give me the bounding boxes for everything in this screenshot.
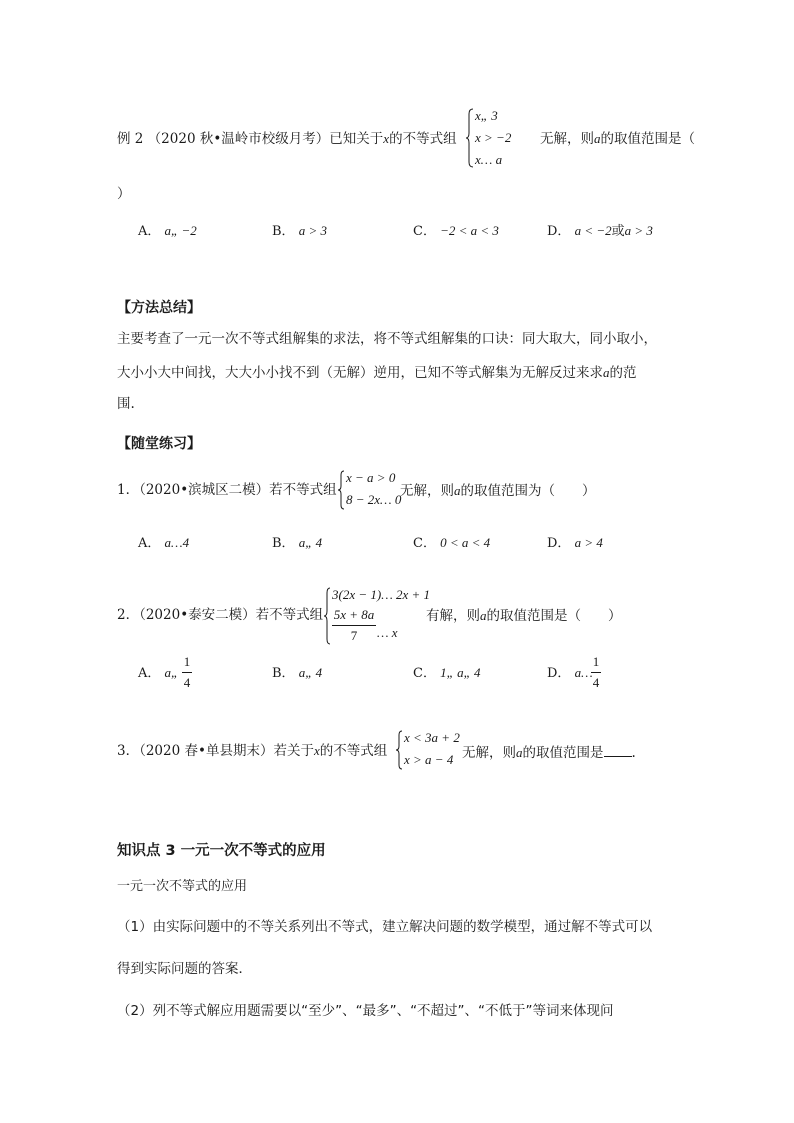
q1-option-c: C． 0 < a < 4 bbox=[413, 535, 491, 551]
example2-system: x„ 3 x > −2 x… a bbox=[466, 108, 536, 168]
knowledge3-p1-line1: （1）由实际问题中的不等关系列出不等式，建立解决问题的数学模型，通过解不等式可以 bbox=[117, 919, 653, 935]
practice-heading: 【随堂练习】 bbox=[117, 436, 201, 452]
q2-option-d: D． a… bbox=[547, 665, 593, 681]
knowledge3-subtitle: 一元一次不等式的应用 bbox=[117, 879, 248, 894]
q2-stem: 2．（2020•泰安二模）若不等式组 bbox=[117, 607, 324, 623]
q2-option-d-fraction: 1 4 bbox=[592, 654, 600, 690]
knowledge3-heading: 知识点 3 一元一次不等式的应用 bbox=[117, 843, 326, 859]
knowledge3-p2-line1: （2）列不等式解应用题需要以“至少”、“最多”、“不超过”、“不低于”等词来体现问 bbox=[117, 1003, 614, 1019]
q2-option-b: B． a„ 4 bbox=[272, 665, 323, 681]
example2-option-b: B． a > 3 bbox=[272, 223, 327, 239]
method-summary-line3: 围. bbox=[117, 396, 135, 412]
q1-system: x − a > 0 8 − 2x… 0 bbox=[338, 470, 400, 510]
q1-stem-tail: 无解，则a的取值范围为（ ） bbox=[400, 483, 596, 499]
q1-option-a: A． a…4 bbox=[138, 535, 190, 551]
example2-stem-tail: 无解，则a的取值范围是（ bbox=[540, 131, 695, 147]
brace-icon bbox=[338, 470, 345, 510]
q2-fraction: 5x + 8a 7 bbox=[333, 607, 375, 643]
method-summary-line2: 大小小大中间找，大大小小找不到（无解）逆用，已知不等式解集为无解反过来求a的范 bbox=[117, 365, 637, 381]
example2-option-c: C． −2 < a < 3 bbox=[413, 223, 499, 239]
q2-option-a: A． a„ bbox=[138, 665, 179, 681]
method-summary-heading: 【方法总结】 bbox=[117, 300, 201, 316]
q1-option-d: D． a > 4 bbox=[547, 535, 603, 551]
brace-icon bbox=[396, 730, 403, 770]
method-summary-line1: 主要考查了一元一次不等式组解集的求法，将不等式组解集的口诀：同大取大，同小取小， bbox=[117, 331, 657, 347]
example2-stem: 例 2 （2020 秋•温岭市校级月考）已知关于x的不等式组 bbox=[117, 131, 457, 147]
q3-system: x < 3a + 2 x > a − 4 bbox=[396, 730, 460, 770]
q2-option-c: C． 1„ a„ 4 bbox=[413, 665, 481, 681]
answer-blank[interactable] bbox=[604, 744, 632, 757]
q2-system: 3(2x − 1)… 2x + 1 5x + 8a 7 … x bbox=[324, 587, 424, 645]
q2-option-a-fraction: 1 4 bbox=[183, 654, 191, 690]
knowledge3-p1-line2: 得到实际问题的答案． bbox=[117, 961, 252, 977]
q3-stem-tail: 无解，则a的取值范围是 . bbox=[462, 745, 636, 761]
example2-close-paren: ） bbox=[117, 186, 131, 202]
q3-stem: 3．（2020 春•单县期末）若关于x的不等式组 bbox=[117, 743, 388, 759]
q1-stem: 1．（2020•滨城区二模）若不等式组 bbox=[117, 482, 337, 498]
brace-icon bbox=[324, 587, 331, 645]
example2-option-d: D． a < −2或a > 3 bbox=[547, 223, 653, 239]
q2-stem-tail: 有解，则a的取值范围是（ ） bbox=[426, 608, 622, 624]
q1-option-b: B． a„ 4 bbox=[272, 535, 323, 551]
brace-icon bbox=[466, 108, 474, 168]
example2-option-a: A． a„ −2 bbox=[138, 223, 197, 239]
